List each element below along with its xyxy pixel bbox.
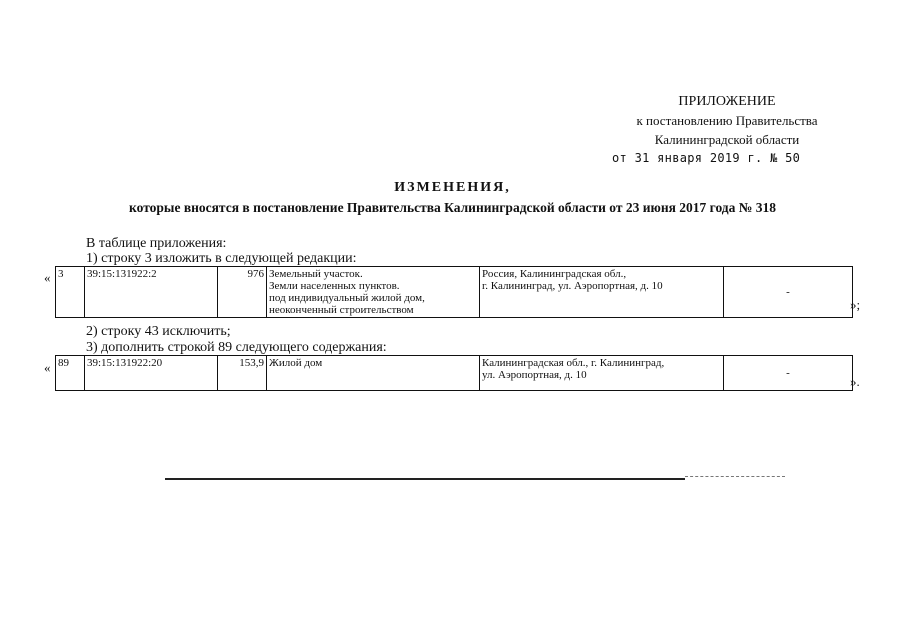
item-3-paragraph: 3) дополнить строкой 89 следующего содержания: xyxy=(86,340,387,355)
row3-cadastral-cell: 39:15:131922:2 xyxy=(85,267,218,318)
table-row-3 xyxy=(55,266,853,318)
row3-open-quote: « xyxy=(44,270,51,285)
appendix-date-number: от 31 января 2019 г. № 50 xyxy=(612,151,801,165)
row89-close-quote: ». xyxy=(850,374,860,389)
table-row xyxy=(56,356,853,391)
appendix-block xyxy=(612,92,842,168)
row3-addr-line: Россия, Калининградская обл., xyxy=(482,268,627,280)
row3-desc-line: неоконченный строительством xyxy=(269,304,414,316)
row3-addr-line: г. Калининград, ул. Аэропортная, д. 10 xyxy=(482,280,663,292)
row89-number-cell: 89 xyxy=(56,356,85,391)
row3-extra-cell: - xyxy=(724,267,853,318)
item-2-paragraph: 2) строку 43 исключить; xyxy=(86,324,231,339)
closing-rule xyxy=(165,478,685,480)
row89-extra-cell: - xyxy=(724,356,853,391)
table-row-89 xyxy=(55,355,853,391)
appendix-line-resolution: к постановлению Правительства xyxy=(636,113,818,128)
intro-paragraph: В таблице приложения: xyxy=(86,236,227,251)
row89-cadastral-cell: 39:15:131922:20 xyxy=(85,356,218,391)
row3-description-cell xyxy=(267,267,480,318)
row3-desc-line: Земельный участок. xyxy=(269,268,363,280)
row89-address-cell xyxy=(480,356,724,391)
row3-close-quote: »; xyxy=(850,297,861,312)
row3-desc-line: Земли населенных пунктов. xyxy=(269,280,400,292)
row89-open-quote: « xyxy=(44,360,51,375)
row89-description-cell: Жилой дом xyxy=(267,356,480,391)
row89-area-cell: 153,9 xyxy=(218,356,267,391)
appendix-line-region: Калининградской области xyxy=(654,132,800,147)
appendix-title: ПРИЛОЖЕНИЕ xyxy=(678,94,776,109)
row3-area-cell: 976 xyxy=(218,267,267,318)
row89-addr-line: Калининградская обл., г. Калининград, xyxy=(482,357,665,369)
document-heading: ИЗМЕНЕНИЯ, xyxy=(394,180,511,195)
row3-desc-line: под индивидуальный жилой дом, xyxy=(269,292,425,304)
row3-number-cell: 3 xyxy=(56,267,85,318)
closing-rule-faint xyxy=(685,476,785,478)
row3-address-cell xyxy=(480,267,724,318)
row89-addr-line: ул. Аэропортная, д. 10 xyxy=(482,369,587,381)
table-row xyxy=(56,267,853,318)
document-subheading: которые вносятся в постановление Правительства Калининградской области от 23 июня 2017 года № 318 xyxy=(129,200,776,215)
item-1-paragraph: 1) строку 3 изложить в следующей редакции: xyxy=(86,251,357,266)
